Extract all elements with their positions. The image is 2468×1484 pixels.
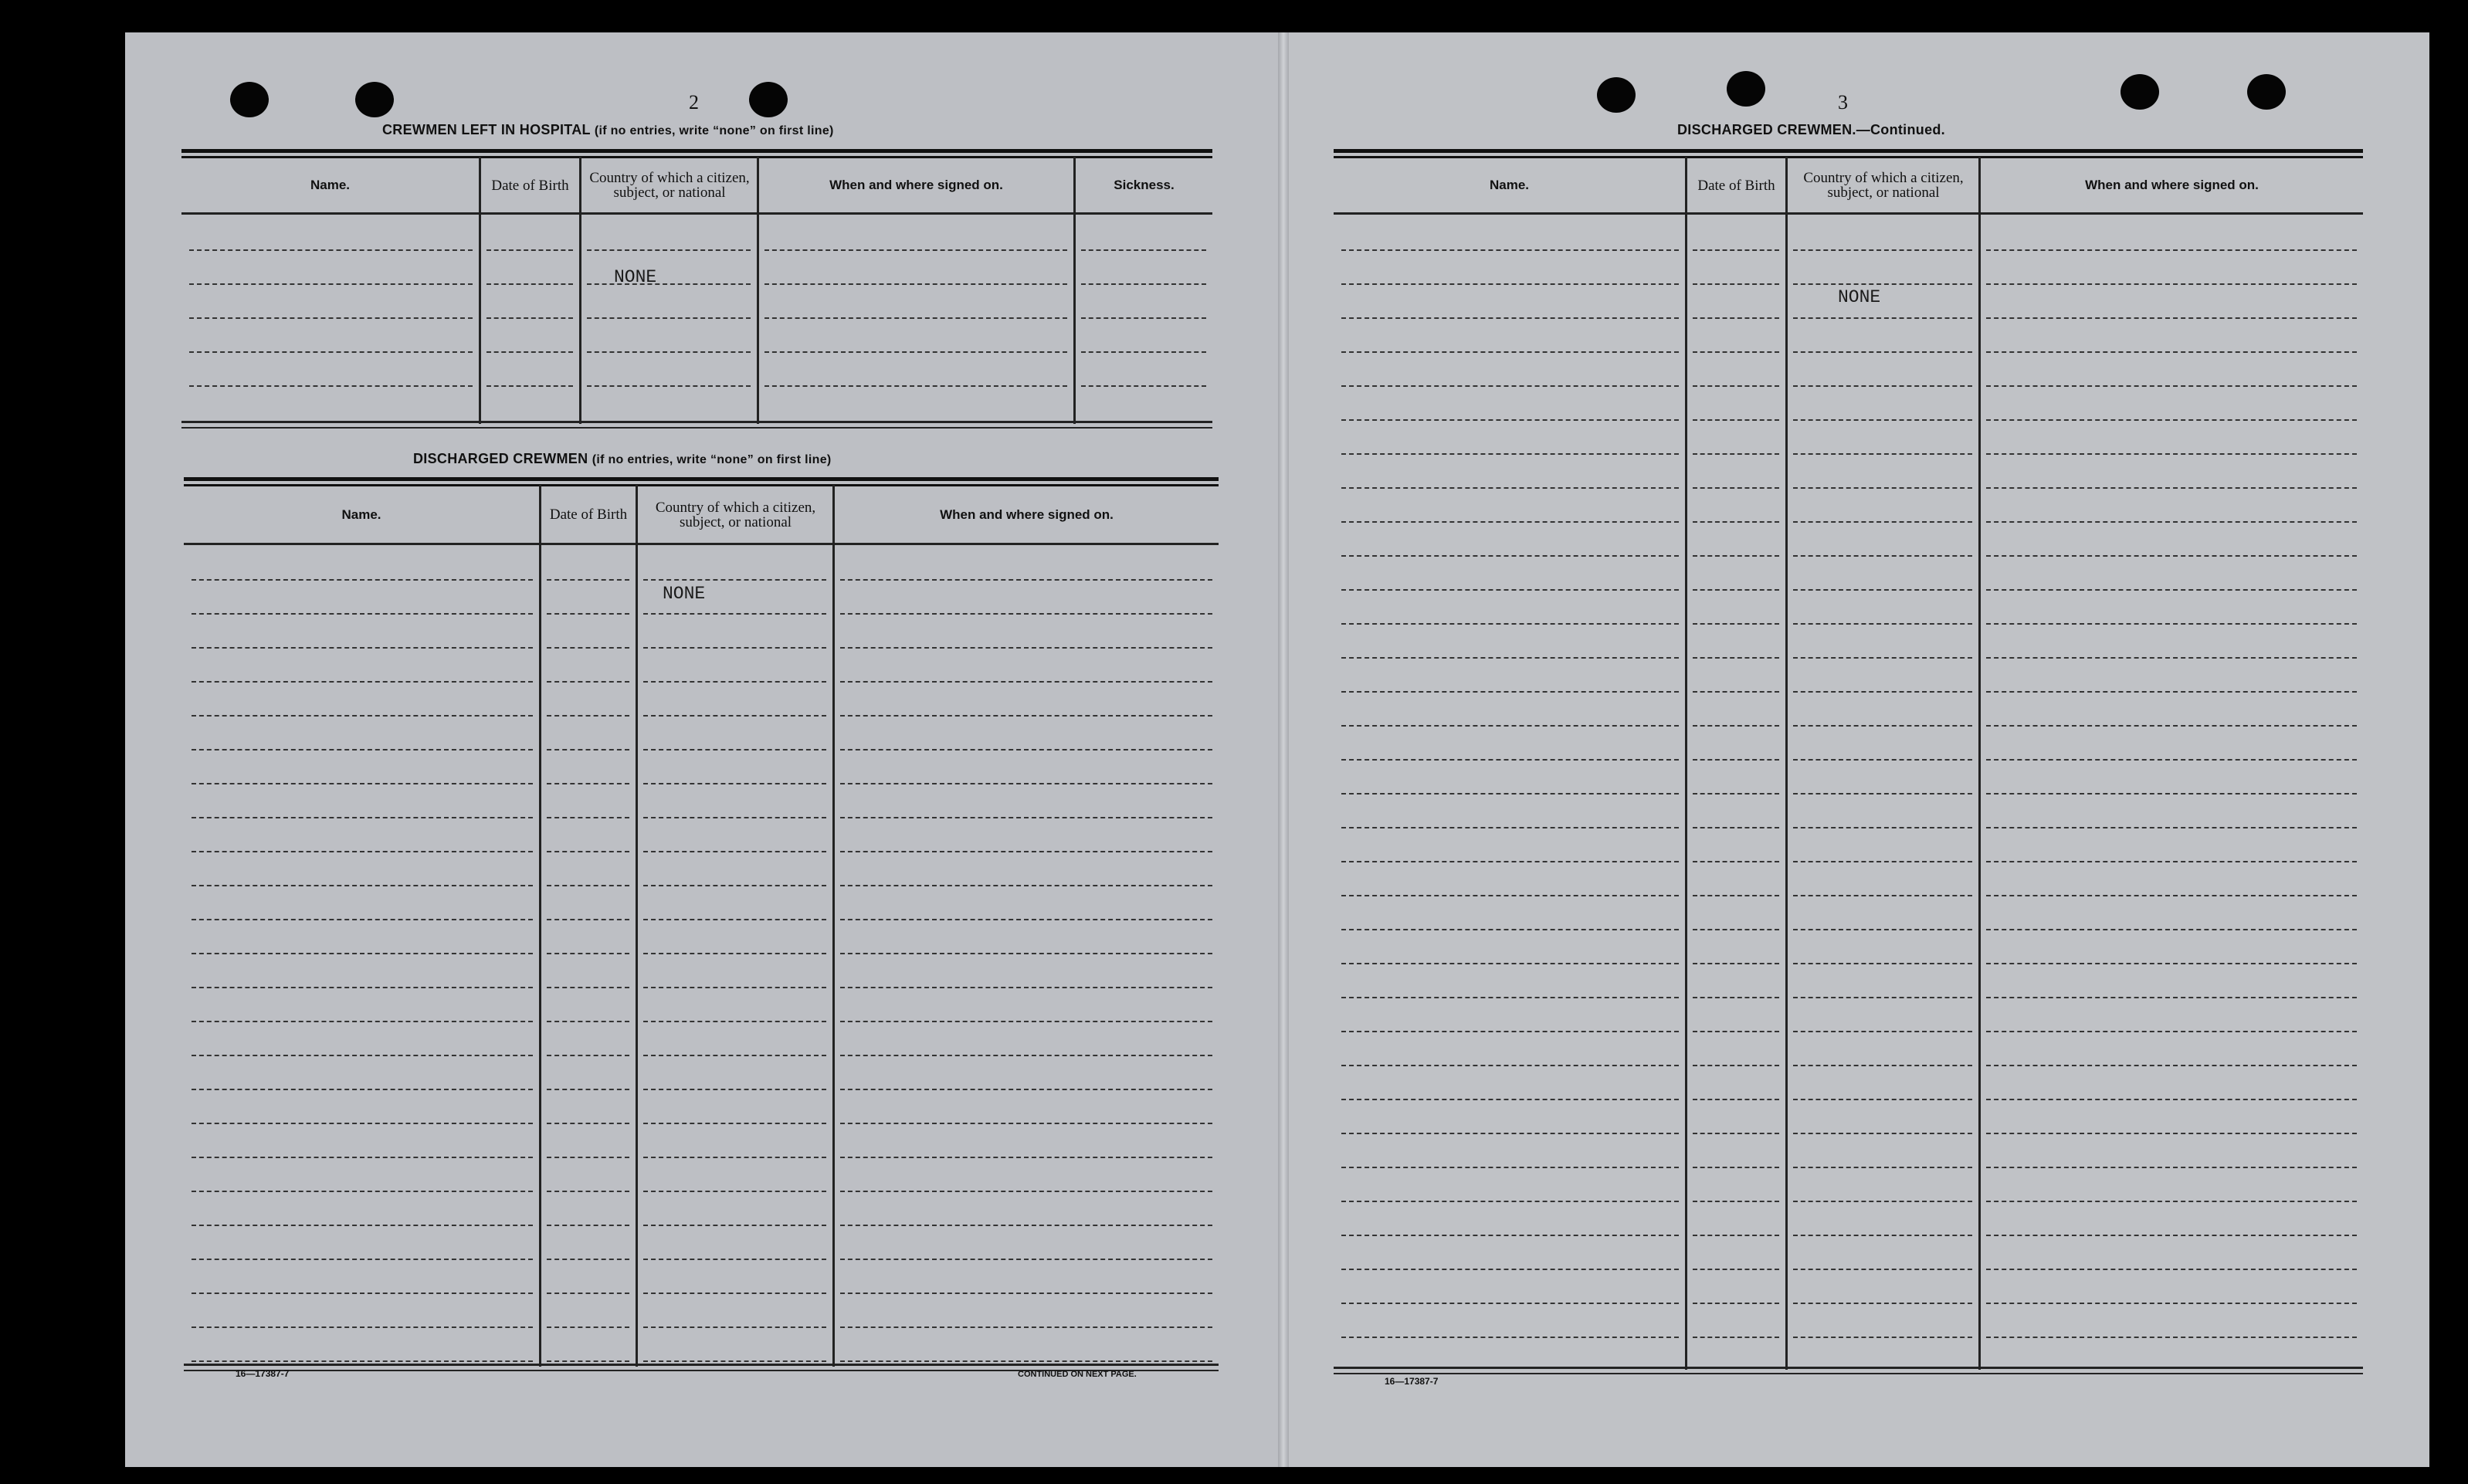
writing-line [1986, 317, 2357, 319]
writing-line [1693, 487, 1779, 489]
writing-line [1793, 657, 1972, 659]
writing-line [547, 851, 629, 852]
writing-line [1341, 895, 1679, 896]
writing-line [192, 919, 533, 920]
writing-line [1693, 1269, 1779, 1270]
writing-line [1986, 1337, 2357, 1338]
writing-line [1693, 1235, 1779, 1236]
writing-line [1793, 283, 1972, 285]
writing-line [1793, 759, 1972, 761]
writing-line [840, 953, 1212, 954]
writing-line [764, 351, 1067, 353]
writing-line [643, 681, 826, 683]
writing-line [189, 249, 473, 251]
writing-line [1986, 1201, 2357, 1202]
writing-line [1341, 1031, 1679, 1032]
writing-line [840, 1360, 1212, 1362]
writing-line [1341, 249, 1679, 251]
hospital-entry: NONE [614, 267, 657, 287]
writing-line [547, 1157, 629, 1158]
writing-line [192, 647, 533, 649]
writing-line [643, 851, 826, 852]
writing-line [547, 1326, 629, 1328]
writing-line [643, 987, 826, 988]
col-header-signed-on: When and where signed on. [940, 507, 1114, 522]
col-header-country: Country of which a citizen, subject, or national [1803, 170, 1964, 201]
writing-line [192, 1021, 533, 1022]
writing-line [840, 647, 1212, 649]
writing-line [840, 1089, 1212, 1090]
writing-line [1793, 861, 1972, 862]
writing-line [840, 1021, 1212, 1022]
writing-line [1986, 249, 2357, 251]
writing-line [486, 283, 573, 285]
writing-line [547, 953, 629, 954]
hospital-table [181, 149, 1212, 427]
writing-line [486, 351, 573, 353]
writing-line [1793, 385, 1972, 387]
col-header-sickness: Sickness. [1114, 178, 1175, 192]
writing-line [643, 647, 826, 649]
writing-line [1986, 555, 2357, 557]
writing-line [1341, 793, 1679, 795]
writing-line [1081, 385, 1206, 387]
writing-line [1693, 827, 1779, 828]
writing-line [840, 579, 1212, 581]
writing-line [764, 385, 1067, 387]
hospital-instruction: (if no entries, write “none” on first line) [594, 124, 834, 137]
writing-line [1341, 1201, 1679, 1202]
discharged-title-text: DISCHARGED CREWMEN [413, 451, 588, 466]
writing-line [547, 1293, 629, 1294]
writing-line [547, 817, 629, 818]
writing-line [840, 987, 1212, 988]
writing-line [1693, 453, 1779, 455]
writing-line [643, 1089, 826, 1090]
writing-line [1341, 283, 1679, 285]
writing-line [192, 1123, 533, 1124]
writing-line [1793, 1235, 1972, 1236]
writing-line [1341, 861, 1679, 862]
writing-line [547, 1225, 629, 1226]
writing-line [1793, 895, 1972, 896]
writing-line [643, 1021, 826, 1022]
col-header-country: Country of which a citizen, subject, or national [655, 499, 816, 530]
writing-line [547, 579, 629, 581]
writing-line [1693, 1167, 1779, 1168]
writing-line [1793, 929, 1972, 930]
writing-line [1793, 1303, 1972, 1304]
writing-line [840, 613, 1212, 615]
discharged-continued-table [1334, 149, 2363, 1373]
writing-line [764, 249, 1067, 251]
hospital-title-text: CREWMEN LEFT IN HOSPITAL [382, 122, 591, 137]
writing-line [1793, 453, 1972, 455]
writing-line [192, 681, 533, 683]
writing-line [1693, 1065, 1779, 1066]
writing-line [1986, 487, 2357, 489]
writing-line [1793, 691, 1972, 693]
writing-line [1693, 657, 1779, 659]
writing-line [547, 613, 629, 615]
writing-line [1986, 759, 2357, 761]
writing-line [1341, 657, 1679, 659]
writing-line [1986, 1167, 2357, 1168]
writing-line [1341, 1235, 1679, 1236]
writing-line [1693, 589, 1779, 591]
writing-line [1693, 623, 1779, 625]
discharged-table [184, 477, 1219, 1370]
writing-line [1986, 521, 2357, 523]
writing-line [1986, 589, 2357, 591]
writing-line [192, 885, 533, 886]
writing-line [1986, 623, 2357, 625]
writing-line [1341, 691, 1679, 693]
writing-line [192, 817, 533, 818]
col-header-dob: Date of Birth [1697, 177, 1775, 194]
writing-line [1341, 1167, 1679, 1168]
writing-line [840, 681, 1212, 683]
col-header-name: Name. [341, 507, 381, 522]
page-number: 3 [1838, 91, 1848, 114]
writing-line [1341, 419, 1679, 421]
writing-line [192, 1293, 533, 1294]
writing-line [1693, 997, 1779, 998]
form-number: 16—17387-7 [236, 1368, 290, 1379]
writing-line [1341, 1133, 1679, 1134]
writing-line [189, 317, 473, 319]
writing-line [1793, 419, 1972, 421]
writing-line [587, 385, 751, 387]
writing-line [643, 1157, 826, 1158]
writing-line [1341, 317, 1679, 319]
writing-line [1693, 1099, 1779, 1100]
writing-line [840, 715, 1212, 717]
page-fold [1278, 32, 1289, 1467]
writing-line [1793, 963, 1972, 964]
writing-line [1793, 725, 1972, 727]
writing-line [1793, 1167, 1972, 1168]
writing-line [1693, 725, 1779, 727]
writing-line [643, 1055, 826, 1056]
writing-line [1341, 1065, 1679, 1066]
writing-line [1793, 555, 1972, 557]
writing-line [1693, 929, 1779, 930]
writing-line [643, 1360, 826, 1362]
writing-line [1341, 351, 1679, 353]
writing-line [1986, 1099, 2357, 1100]
writing-line [643, 1259, 826, 1260]
discharged-entry: NONE [663, 584, 706, 604]
punch-hole [749, 82, 788, 117]
writing-line [1693, 1201, 1779, 1202]
writing-line [1693, 1133, 1779, 1134]
writing-line [587, 317, 751, 319]
discharged-section-title [413, 451, 832, 467]
writing-line [192, 579, 533, 581]
writing-line [192, 1191, 533, 1192]
writing-line [1986, 997, 2357, 998]
writing-line [547, 1259, 629, 1260]
writing-line [1693, 1303, 1779, 1304]
writing-line [1341, 521, 1679, 523]
writing-line [1081, 249, 1206, 251]
writing-line [1693, 793, 1779, 795]
col-header-signed-on: When and where signed on. [829, 178, 1003, 192]
writing-line [1986, 1303, 2357, 1304]
writing-line [1793, 1065, 1972, 1066]
punch-hole [2247, 74, 2286, 110]
writing-line [840, 1293, 1212, 1294]
writing-line [1341, 453, 1679, 455]
writing-line [1341, 725, 1679, 727]
writing-line [840, 749, 1212, 750]
writing-line [643, 919, 826, 920]
writing-line [1793, 589, 1972, 591]
writing-line [1793, 997, 1972, 998]
writing-line [1341, 1099, 1679, 1100]
writing-line [1986, 657, 2357, 659]
writing-line [1986, 1065, 2357, 1066]
writing-line [547, 783, 629, 784]
punch-hole [2121, 74, 2159, 110]
writing-line [1986, 419, 2357, 421]
writing-line [840, 1055, 1212, 1056]
writing-line [1986, 1031, 2357, 1032]
writing-line [192, 953, 533, 954]
writing-line [1693, 283, 1779, 285]
writing-line [1693, 249, 1779, 251]
writing-line [840, 885, 1212, 886]
writing-line [840, 783, 1212, 784]
writing-line [1341, 963, 1679, 964]
writing-line [643, 953, 826, 954]
writing-line [840, 817, 1212, 818]
writing-line [840, 1225, 1212, 1226]
writing-line [643, 749, 826, 750]
writing-line [643, 1225, 826, 1226]
writing-line [840, 1259, 1212, 1260]
writing-line [1693, 317, 1779, 319]
writing-line [192, 1259, 533, 1260]
writing-line [547, 1021, 629, 1022]
writing-line [1793, 827, 1972, 828]
writing-line [1793, 1099, 1972, 1100]
writing-line [1793, 1133, 1972, 1134]
writing-line [840, 851, 1212, 852]
writing-line [192, 613, 533, 615]
writing-line [1341, 385, 1679, 387]
writing-line [486, 317, 573, 319]
writing-line [1793, 793, 1972, 795]
punch-hole [355, 82, 394, 117]
writing-line [764, 317, 1067, 319]
writing-line [547, 885, 629, 886]
writing-line [1986, 385, 2357, 387]
writing-line [192, 1089, 533, 1090]
writing-line [840, 1191, 1212, 1192]
writing-line [1341, 929, 1679, 930]
writing-line [1986, 793, 2357, 795]
writing-line [1793, 249, 1972, 251]
writing-line [547, 987, 629, 988]
col-header-name: Name. [1489, 178, 1530, 192]
writing-line [1341, 1269, 1679, 1270]
writing-line [1986, 691, 2357, 693]
writing-line [192, 1326, 533, 1328]
writing-line [587, 249, 751, 251]
writing-line [1693, 759, 1779, 761]
writing-line [1793, 487, 1972, 489]
writing-line [1341, 623, 1679, 625]
writing-line [486, 249, 573, 251]
writing-line [1986, 861, 2357, 862]
writing-line [1341, 487, 1679, 489]
writing-line [192, 1225, 533, 1226]
writing-line [643, 1123, 826, 1124]
writing-line [189, 283, 473, 285]
writing-line [587, 283, 751, 285]
writing-line [1986, 895, 2357, 896]
writing-line [547, 681, 629, 683]
writing-line [1341, 1303, 1679, 1304]
punch-hole [230, 82, 269, 117]
writing-line [547, 919, 629, 920]
col-header-dob: Date of Birth [549, 507, 628, 523]
writing-line [1693, 861, 1779, 862]
writing-line [1793, 623, 1972, 625]
writing-line [192, 1157, 533, 1158]
writing-line [192, 851, 533, 852]
writing-line [547, 715, 629, 717]
writing-line [547, 1191, 629, 1192]
writing-line [192, 987, 533, 988]
col-header-signed-on: When and where signed on. [2085, 178, 2259, 192]
punch-hole [1597, 77, 1636, 113]
writing-line [1341, 1337, 1679, 1338]
writing-line [1986, 929, 2357, 930]
writing-line [764, 283, 1067, 285]
writing-line [1693, 419, 1779, 421]
writing-line [643, 715, 826, 717]
writing-line [547, 1055, 629, 1056]
writing-line [643, 613, 826, 615]
continued-note: CONTINUED ON NEXT PAGE. [1018, 1370, 1137, 1379]
hospital-section-title [382, 122, 834, 138]
writing-line [547, 1123, 629, 1124]
writing-line [547, 1360, 629, 1362]
writing-line [1986, 283, 2357, 285]
writing-line [1081, 317, 1206, 319]
writing-line [643, 1191, 826, 1192]
col-header-dob: Date of Birth [491, 177, 569, 194]
writing-line [192, 715, 533, 717]
writing-line [1693, 1031, 1779, 1032]
writing-line [547, 647, 629, 649]
writing-line [1341, 759, 1679, 761]
writing-line [192, 1055, 533, 1056]
writing-line [1986, 725, 2357, 727]
writing-line [1793, 317, 1972, 319]
writing-line [1793, 521, 1972, 523]
writing-line [1986, 1133, 2357, 1134]
writing-line [547, 1089, 629, 1090]
writing-line [643, 817, 826, 818]
writing-line [1693, 555, 1779, 557]
writing-line [1081, 351, 1206, 353]
writing-line [1693, 351, 1779, 353]
writing-line [1341, 589, 1679, 591]
writing-line [192, 783, 533, 784]
page-number: 2 [689, 91, 699, 114]
writing-line [1693, 521, 1779, 523]
writing-line [1693, 385, 1779, 387]
writing-line [1793, 1269, 1972, 1270]
writing-line [192, 749, 533, 750]
col-header-name: Name. [310, 178, 351, 192]
writing-line [547, 749, 629, 750]
discharged-instruction: (if no entries, write “none” on first line) [592, 453, 832, 466]
writing-line [840, 1326, 1212, 1328]
writing-line [1986, 351, 2357, 353]
writing-line [1693, 895, 1779, 896]
writing-line [840, 1157, 1212, 1158]
discharged-continued-title: DISCHARGED CREWMEN.—Continued. [1677, 122, 1945, 137]
writing-line [643, 1326, 826, 1328]
writing-line [1081, 283, 1206, 285]
writing-line [1341, 997, 1679, 998]
writing-line [1986, 1235, 2357, 1236]
writing-line [486, 385, 573, 387]
writing-line [1793, 1337, 1972, 1338]
writing-line [840, 1123, 1212, 1124]
writing-line [643, 885, 826, 886]
writing-line [1693, 963, 1779, 964]
writing-line [1986, 453, 2357, 455]
writing-line [1986, 1269, 2357, 1270]
writing-line [1793, 1031, 1972, 1032]
writing-line [1986, 963, 2357, 964]
writing-line [643, 783, 826, 784]
writing-line [1693, 1337, 1779, 1338]
writing-line [1986, 827, 2357, 828]
writing-line [189, 351, 473, 353]
writing-line [1341, 827, 1679, 828]
writing-line [1793, 351, 1972, 353]
discharged-continued-entry: NONE [1838, 287, 1881, 307]
writing-line [643, 1293, 826, 1294]
writing-line [1693, 691, 1779, 693]
form-number: 16—17387-7 [1385, 1376, 1439, 1387]
writing-line [840, 919, 1212, 920]
writing-line [1793, 1201, 1972, 1202]
writing-line [1341, 555, 1679, 557]
writing-line [587, 351, 751, 353]
col-header-country: Country of which a citizen, subject, or national [589, 170, 750, 201]
writing-line [189, 385, 473, 387]
punch-hole [1727, 71, 1765, 107]
writing-line [192, 1360, 533, 1362]
writing-line [643, 579, 826, 581]
